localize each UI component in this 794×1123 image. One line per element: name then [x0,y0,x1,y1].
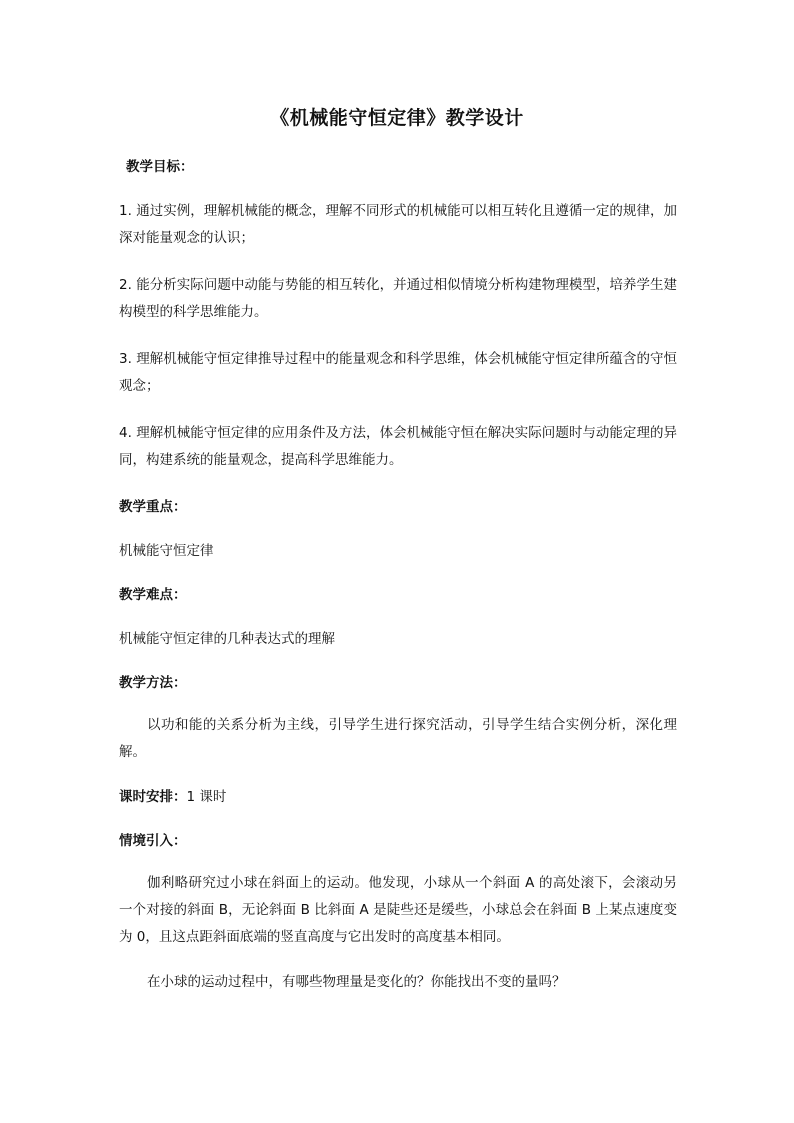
method-heading: 教学方法： [119,675,187,691]
objective-item-3: 3. 理解机械能守恒定律推导过程中的能量观念和科学思维，体会机械能守恒定律所蕴含的守恒观念； [119,351,677,394]
method-text: 以功和能的关系分析为主线，引导学生进行探究活动，引导学生结合实例分析，深化理解。 [119,717,677,760]
intro-paragraph-2: 在小球的运动过程中，有哪些物理量是变化的？你能找出不变的量吗？ [147,974,566,990]
difficulty-text: 机械能守恒定律的几种表达式的理解 [119,631,335,647]
document-body [119,156,677,996]
objective-item-4: 4. 理解机械能守恒定律的应用条件及方法，体会机械能守恒在解决实际问题时与动能定理的异同，构建系统的能量观念，提高科学思维能力。 [119,425,677,468]
key-points-heading: 教学重点： [119,499,187,515]
key-points-text: 机械能守恒定律 [119,543,214,559]
schedule-value: 1 课时 [186,789,227,805]
document-title: 《机械能守恒定律》教学设计 [270,107,524,129]
objective-item-1: 1. 通过实例，理解机械能的概念，理解不同形式的机械能可以相互转化且遵循一定的规律，加深对能量观念的认识； [119,203,677,246]
objectives-heading: 教学目标： [126,159,194,175]
intro-heading: 情境引入： [119,833,187,849]
schedule-line [119,786,677,808]
schedule-label: 课时安排： [119,789,187,805]
intro-paragraph-1: 伽利略研究过小球在斜面上的运动。他发现，小球从一个斜面 A 的高处滚下，会滚动另一个对接的斜面 B，无论斜面 B 比斜面 A 是陡些还是缓些，小球总会在斜面 B 上某点速度变为 0，且这点距斜面底端的竖直高度与它出发时的高度基本相同。 [119,875,677,945]
difficulty-heading: 教学难点： [119,587,187,603]
objective-item-2: 2. 能分析实际问题中动能与势能的相互转化，并通过相似情境分析构建物理模型，培养学生建构模型的科学思维能力。 [119,277,677,320]
